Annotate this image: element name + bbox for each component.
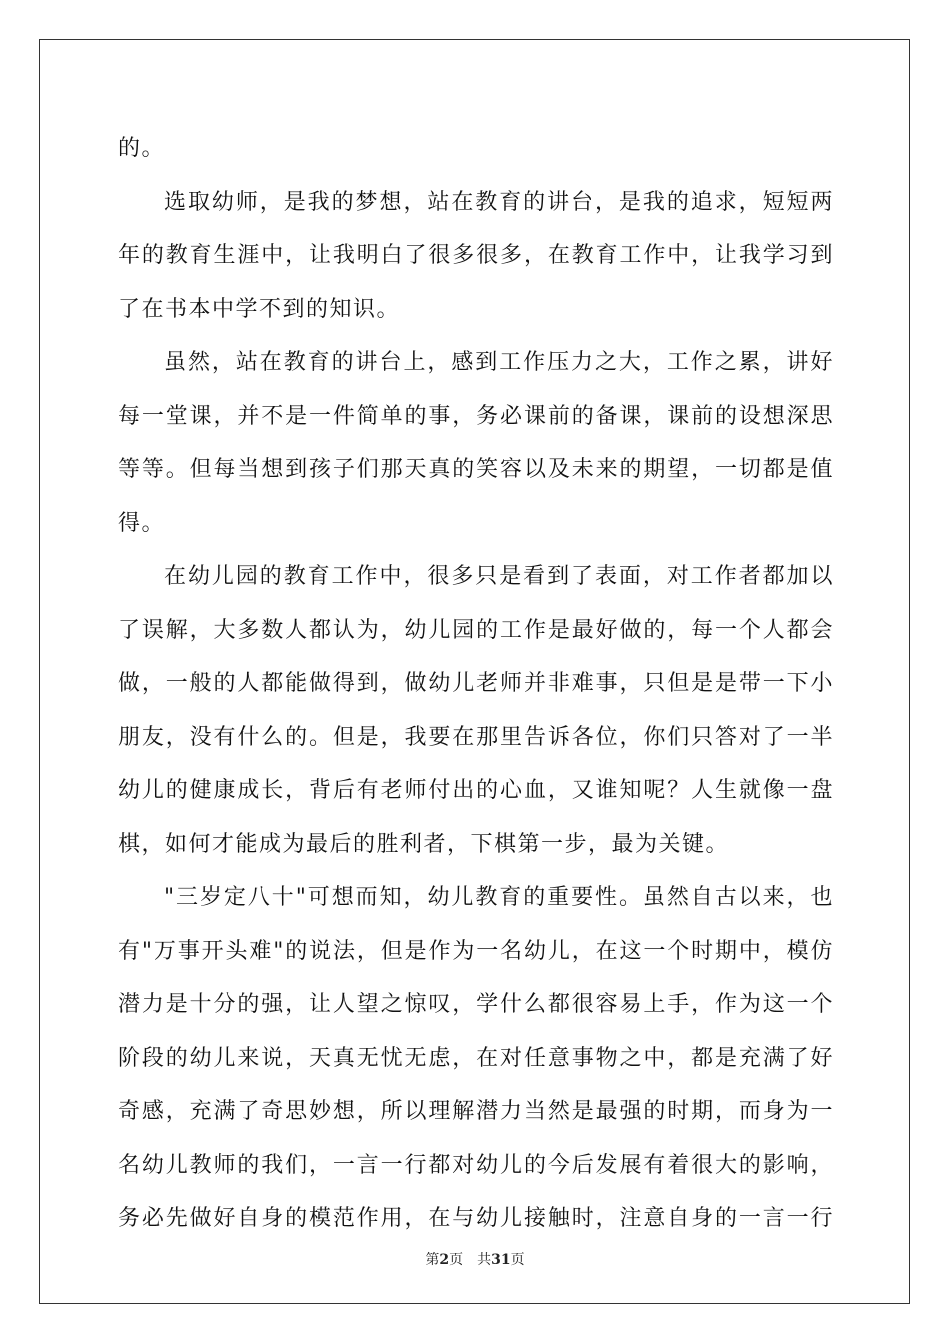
total-pages: 31 bbox=[491, 1252, 511, 1268]
document-body bbox=[118, 122, 834, 1246]
text-line: 选取幼师，是我的梦想，站在教育的讲台，是我的追求，短短两 bbox=[164, 189, 834, 215]
text-line: 等等。但每当想到孩子们那天真的笑容以及未来的期望，一切都是值 bbox=[118, 457, 834, 482]
total-prefix: 共 bbox=[477, 1252, 492, 1268]
text-line: 做，一般的人都能做得到，做幼儿老师并非难事，只但是是带一下小 bbox=[118, 671, 834, 696]
text-line: 务必先做好自身的模范作用，在与幼儿接触时，注意自身的一言一行 bbox=[118, 1206, 834, 1231]
text-line: 潜力是十分的强，让人望之惊叹，学什么都很容易上手，作为这一个 bbox=[118, 992, 834, 1017]
text-line: 每一堂课，并不是一件简单的事，务必课前的备课，课前的设想深思 bbox=[118, 403, 834, 429]
text-line: 阶段的幼儿来说，天真无忧无虑，在对任意事物之中，都是充满了好 bbox=[118, 1045, 834, 1071]
text-line: 名幼儿教师的我们，一言一行都对幼儿的今后发展有着很大的影响， bbox=[118, 1152, 834, 1178]
text-line: 了误解，大多数人都认为，幼儿园的工作是最好做的，每一个人都会 bbox=[118, 617, 834, 643]
page-prefix: 第 bbox=[425, 1252, 440, 1268]
page-footer bbox=[0, 1249, 950, 1269]
total-suffix: 页 bbox=[510, 1252, 525, 1268]
text-line: "三岁定八十"可想而知，幼儿教育的重要性。虽然自古以来，也 bbox=[164, 885, 834, 910]
text-line: 虽然，站在教育的讲台上，感到工作压力之大，工作之累，讲好 bbox=[164, 350, 834, 375]
text-line: 幼儿的健康成长，背后有老师付出的心血，又谁知呢？人生就像一盘 bbox=[118, 778, 834, 803]
text-line: 的。 bbox=[118, 136, 166, 161]
text-line: 了在书本中学不到的知识。 bbox=[118, 296, 401, 322]
text-line: 在幼儿园的教育工作中，很多只是看到了表面，对工作者都加以 bbox=[164, 564, 834, 589]
text-line: 奇感，充满了奇思妙想，所以理解潜力当然是最强的时期，而身为一 bbox=[118, 1099, 834, 1124]
text-line: 朋友，没有什么的。但是，我要在那里告诉各位，你们只答对了一半 bbox=[118, 724, 834, 750]
text-line: 棋，如何才能成为最后的胜利者，下棋第一步，最为关键。 bbox=[118, 831, 730, 857]
page-number: 2 bbox=[439, 1252, 450, 1268]
page-suffix: 页 bbox=[449, 1252, 464, 1268]
text-line: 有"万事开头难"的说法，但是作为一名幼儿，在这一个时期中，模仿 bbox=[118, 938, 834, 964]
text-line: 得。 bbox=[118, 510, 166, 536]
text-line: 年的教育生涯中，让我明白了很多很多，在教育工作中，让我学习到 bbox=[118, 243, 834, 268]
